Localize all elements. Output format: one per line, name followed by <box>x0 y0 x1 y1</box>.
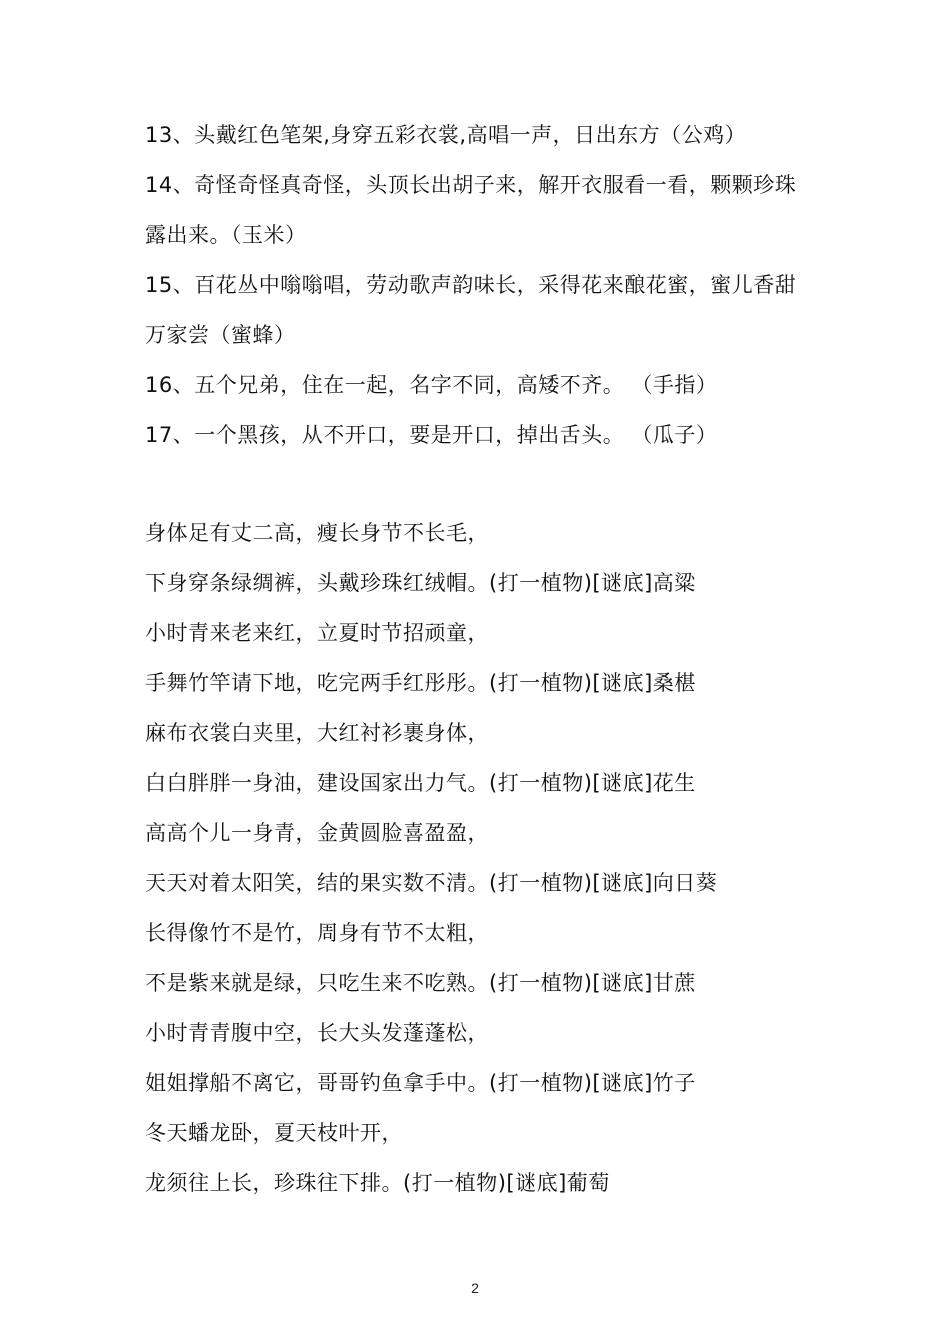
plant-riddle-ganzhe-line-1: 长得像竹不是竹，周身有节不太粗， <box>145 921 489 945</box>
plant-riddle-huasheng-line-2: 白白胖胖一身油，建设国家出力气。(打一植物)[谜底]花生 <box>145 771 696 795</box>
plant-riddle-sangshen-line-1: 小时青来老来红，立夏时节招顽童， <box>145 621 489 645</box>
plant-riddle-gaoliang-line-1: 身体足有丈二高，瘦长身节不长毛， <box>145 521 489 545</box>
riddle-15-line-2: 万家尝（蜜蜂） <box>145 323 296 347</box>
plant-riddle-ganzhe-line-2: 不是紫来就是绿，只吃生来不吃熟。(打一植物)[谜底]甘蔗 <box>145 971 696 995</box>
plant-riddle-gaoliang-line-2: 下身穿条绿绸裤，头戴珍珠红绒帽。(打一植物)[谜底]高粱 <box>145 571 696 595</box>
riddle-14-line-1: 14、奇怪奇怪真奇怪，头顶长出胡子来，解开衣服看一看，颗颗珍珠 <box>145 173 797 197</box>
riddle-15-line-1: 15、百花丛中嗡嗡唱，劳动歌声韵味长，采得花来酿花蜜，蜜儿香甜 <box>145 273 797 297</box>
plant-riddle-huasheng-line-1: 麻布衣裳白夹里，大红衬衫裹身体， <box>145 721 489 745</box>
plant-riddle-xiangrikui-line-2: 天天对着太阳笑，结的果实数不清。(打一植物)[谜底]向日葵 <box>145 871 718 895</box>
riddle-14-line-2: 露出来。（玉米） <box>145 223 307 247</box>
page-number: 2 <box>471 1280 479 1296</box>
plant-riddle-putao-line-2: 龙须往上长，珍珠往下排。(打一植物)[谜底]葡萄 <box>145 1171 610 1195</box>
riddle-13: 13、头戴红色笔架,身穿五彩衣裳,高唱一声，日出东方（公鸡） <box>145 123 747 147</box>
riddle-16: 16、五个兄弟，住在一起，名字不同，高矮不齐。 （手指） <box>145 373 718 397</box>
riddle-17: 17、一个黑孩，从不开口，要是开口，掉出舌头。 （瓜子） <box>145 423 718 447</box>
plant-riddle-zhuzi-line-2: 姐姐撑船不离它，哥哥钓鱼拿手中。(打一植物)[谜底]竹子 <box>145 1071 696 1095</box>
plant-riddle-sangshen-line-2: 手舞竹竿请下地，吃完两手红彤彤。(打一植物)[谜底]桑椹 <box>145 671 696 695</box>
plant-riddle-putao-line-1: 冬天蟠龙卧，夏天枝叶开， <box>145 1121 403 1145</box>
plant-riddle-xiangrikui-line-1: 高高个儿一身青，金黄圆脸喜盈盈， <box>145 821 489 845</box>
plant-riddle-zhuzi-line-1: 小时青青腹中空，长大头发蓬蓬松， <box>145 1021 489 1045</box>
